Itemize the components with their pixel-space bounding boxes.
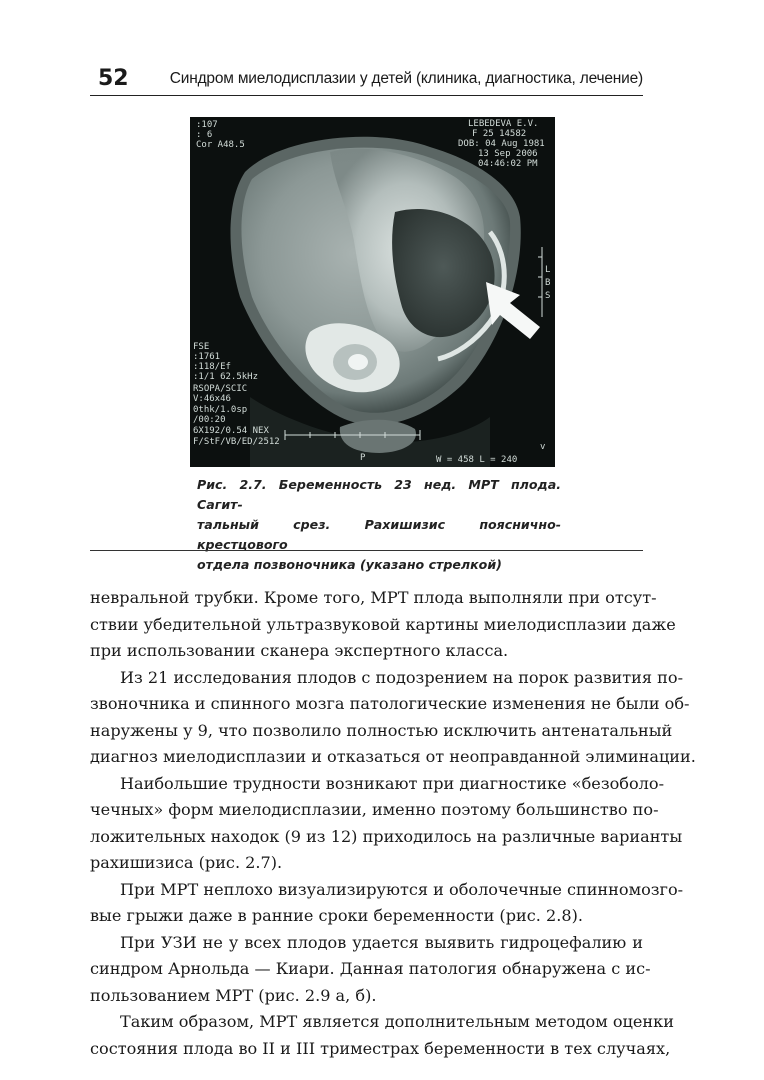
text-line: синдром Арнольда — Киари. Данная патология обнаружена с ис- [90, 959, 651, 978]
overlay-tl-2: Cor A48.5 [196, 140, 245, 150]
text-line: чечных» форм миелодисплазии, именно поэтому большинство по- [90, 800, 659, 819]
paragraph-3 [90, 771, 683, 877]
paragraph-1 [90, 585, 676, 665]
overlay-bl-3: :1/1 62.5kHz [193, 372, 259, 382]
caption-line: тальный срез. Рахишизис пояснично-крестцового [197, 517, 561, 552]
section-rule [90, 550, 643, 551]
running-title: Синдром миелодисплазии у детей (клиника, диагностика, лечение) [169, 70, 643, 87]
overlay-tr-1: F 25 14582 [472, 129, 527, 139]
overlay-edge-0: L [545, 265, 551, 275]
overlay-bl-8: 6X192/0.54 NEX [193, 426, 269, 436]
text-line: невральной трубки. Кроме того, МРТ плода выполняли при отсут- [90, 588, 657, 607]
text-line: при использовании сканера экспертного класса. [90, 641, 509, 660]
overlay-tl-1: : 6 [196, 130, 213, 140]
overlay-bl-7: /00:20 [193, 415, 226, 425]
mri-image [190, 117, 555, 467]
overlay-window-level: W = 458 L = 240 [436, 455, 518, 465]
body-text [90, 585, 696, 1062]
mri-figure [190, 117, 555, 467]
caption-line: отдела позвоночника (указано стрелкой) [197, 557, 502, 572]
text-line: ложительных находок (9 из 12) приходилось на различные варианты [90, 826, 683, 846]
overlay-bl-6: 0thk/1.0sp [193, 405, 248, 415]
text-line: пользованием МРТ (рис. 2.9 а, б). [90, 985, 377, 1005]
overlay-edge-2: S [545, 291, 551, 301]
paragraph-2 [90, 665, 696, 771]
text-line: При МРТ неплохо визуализируются и оболочечные спинномозго- [120, 879, 684, 899]
overlay-bl-2: :118/Ef [193, 362, 231, 372]
overlay-bl-4: RSOPA/SCIC [193, 384, 248, 394]
overlay-bl-1: :1761 [193, 352, 221, 362]
figure-caption [197, 475, 561, 575]
header-rule [90, 95, 643, 96]
overlay-edge-1: B [545, 278, 551, 288]
text-line: наружены у 9, что позволило полностью исключить антенатальный [90, 720, 673, 740]
text-line: звоночника и спинного мозга патологические изменения не были об- [90, 694, 690, 713]
text-line: рахишизиса (рис. 2.7). [90, 853, 283, 872]
page-number: 52 [98, 66, 129, 91]
overlay-tr-0: LEBEDEVA E.V. [468, 119, 539, 129]
overlay-tr-4: 04:46:02 PM [478, 159, 538, 169]
overlay-corner: v [540, 442, 546, 452]
text-line: вые грыжи даже в ранние сроки беременности (рис. 2.8). [90, 906, 583, 925]
caption-line: Рис. 2.7. Беременность 23 нед. МРТ плода. Сагит- [197, 477, 561, 512]
overlay-tl-0: :107 [196, 120, 218, 130]
paragraph-5 [90, 930, 651, 1010]
overlay-bl-0: FSE [193, 342, 210, 352]
paragraph-4 [90, 877, 684, 930]
overlay-tr-3: 13 Sep 2006 [478, 149, 538, 159]
overlay-tr-2: DOB: 04 Aug 1981 [458, 139, 545, 149]
text-line: Таким образом, МРТ является дополнительным методом оценки [120, 1012, 674, 1031]
overlay-bl-9: F/StF/VB/ED/2512 [193, 437, 280, 447]
text-line: Из 21 исследования плодов с подозрением на порок развития по- [120, 667, 684, 687]
overlay-bl-5: V:46x46 [193, 394, 231, 404]
text-line: диагноз миелодисплазии и отказаться от неоправданной элиминации. [90, 747, 696, 766]
text-line: ствии убедительной ультразвуковой картины миелодисплазии даже [90, 614, 676, 634]
overlay-bottom-center: P [360, 453, 366, 463]
text-line: Наибольшие трудности возникают при диагностике «безоболо- [120, 773, 665, 793]
paragraph-6 [90, 1009, 674, 1062]
fetal-joint [348, 354, 368, 370]
text-line: При УЗИ не у всех плодов удается выявить гидроцефалию и [120, 932, 643, 952]
text-line: состояния плода во II и III триместрах беременности в тех случаях, [90, 1038, 671, 1058]
page-header [90, 66, 643, 94]
